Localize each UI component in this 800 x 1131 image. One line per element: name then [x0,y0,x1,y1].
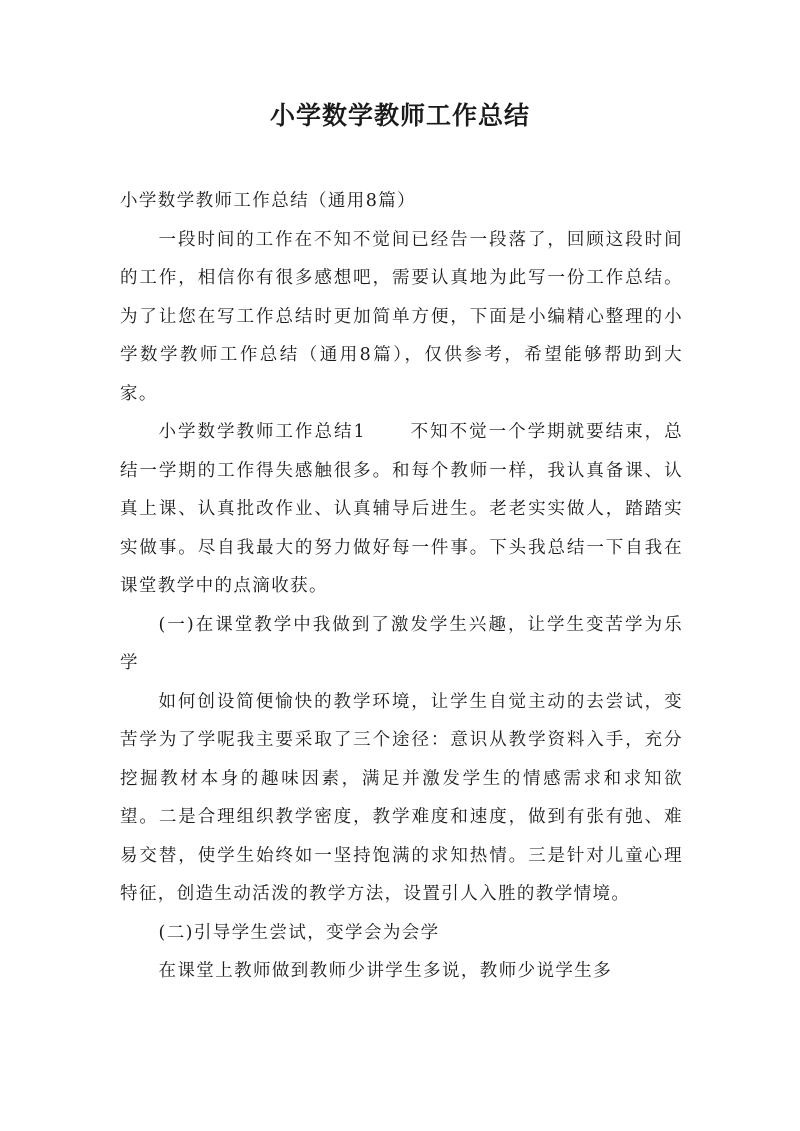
document-subtitle: 小学数学教师工作总结（通用8篇） [120,191,417,211]
point2-paragraph: 在课堂上教师做到教师少讲学生多说，教师少说学生多 [158,961,613,981]
document-title: 小学数学教师工作总结 [269,101,530,130]
section1-heading: 小学数学教师工作总结1 [158,422,367,442]
point1-paragraph: 如何创设简便愉快的教学环境，让学生自觉主动的去尝试，变苦学为了学呢我主要采取了三个途径：意识从教学资料入手，充分挖掘教材本身的趣味因素，满足并激发学生的情感需求和求知欲望。二是合理组织教学密度，教学难度和速度，做到有张有弛、难易交替，使学生始终如一坚持饱满的求知热情。三是针对儿童心理特征，创造生动活泼的教学方法，设置引人入胜的教学情境。 [120,691,683,904]
intro-paragraph: 一段时间的工作在不知不觉间已经告一段落了，回顾这段时间的工作，相信你有很多感想吧，需要认真地为此写一份工作总结。为了让您在写工作总结时更加简单方便，下面是小编精心整理的小学数学教师工作总结（通用8篇），仅供参考，希望能够帮助到大家。 [120,229,683,404]
section1-text: 不知不觉一个学期就要结束，总结一学期的工作得失感触很多。和每个教师一样，我认真备课、认真上课、认真批改作业、认真辅导后进生。老老实实做人，踏踏实实做事。尽自我最大的努力做好每一件事。下头我总结一下自我在课堂教学中的点滴收获。 [120,422,683,596]
section1-paragraph [120,413,683,606]
point2-heading: (二)引导学生尝试，变学会为会学 [158,922,440,943]
document-body [120,182,683,991]
point1-heading: (一)在课堂教学中我做到了激发学生兴趣，让学生变苦学为乐学 [120,614,683,673]
